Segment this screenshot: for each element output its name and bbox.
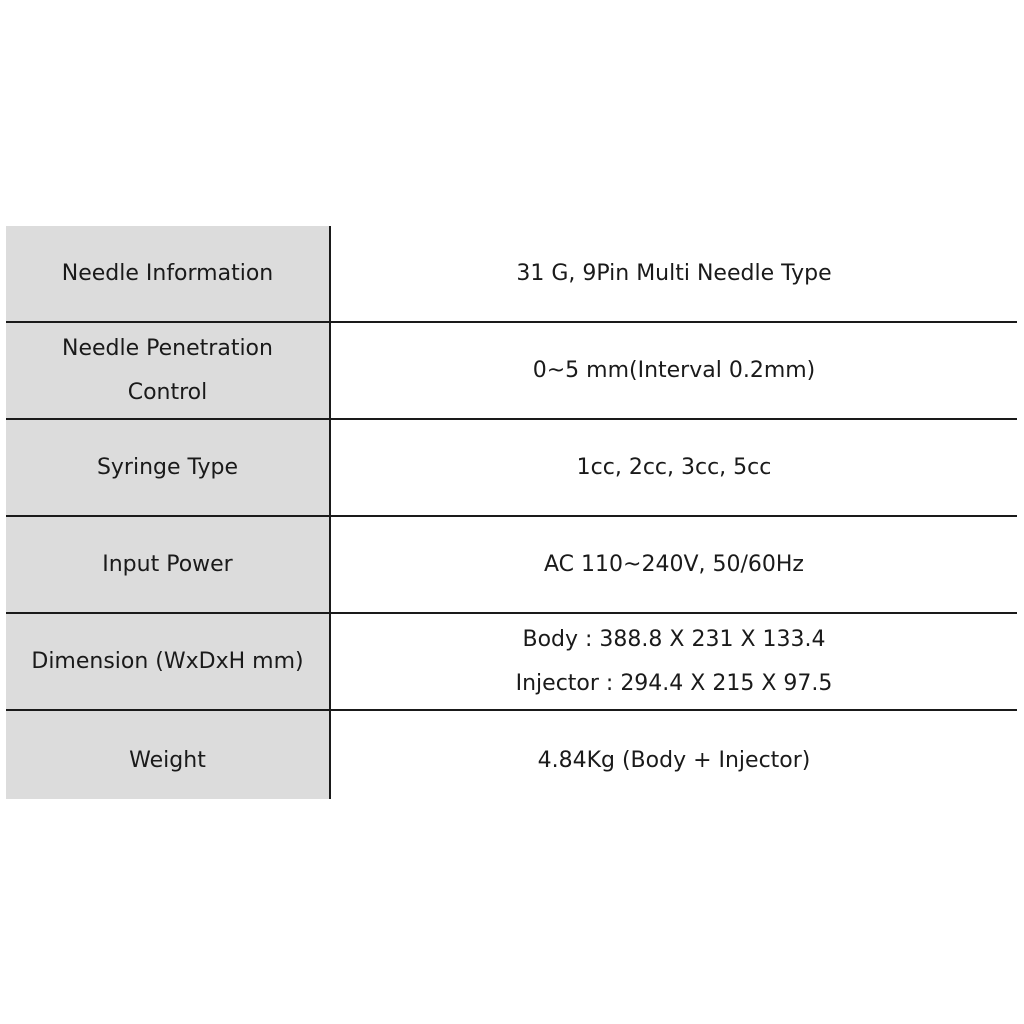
spec-label-text: Needle Information xyxy=(61,260,274,286)
spec-row-needle-information xyxy=(6,226,1017,323)
spec-row-needle-penetration-control xyxy=(6,323,1017,420)
spec-value-text: 0~5 mm(Interval 0.2mm) xyxy=(532,357,816,383)
spec-value-text: AC 110~240V, 50/60Hz xyxy=(544,551,804,577)
spec-value xyxy=(331,323,1017,418)
spec-label-text: Syringe Type xyxy=(96,454,239,480)
spec-label xyxy=(6,420,331,515)
spec-value-text: 1cc, 2cc, 3cc, 5cc xyxy=(576,454,772,480)
spec-row-syringe-type xyxy=(6,420,1017,517)
spec-value-text: 31 G, 9Pin Multi Needle Type xyxy=(516,260,832,286)
spec-label xyxy=(6,323,331,418)
spec-value-text: 4.84Kg (Body + Injector) xyxy=(537,748,811,773)
spec-value xyxy=(331,420,1017,515)
spec-label-text: Weight xyxy=(129,748,206,773)
spec-value xyxy=(331,614,1017,709)
spec-value-text: Body : 388.8 X 231 X 133.4 xyxy=(522,626,826,652)
spec-row-dimension xyxy=(6,614,1017,711)
spec-label xyxy=(6,517,331,612)
spec-value-text: Injector : 294.4 X 215 X 97.5 xyxy=(515,670,833,696)
spec-label-text: Input Power xyxy=(102,551,233,577)
spec-table xyxy=(6,226,1017,799)
spec-label-text: Control xyxy=(127,379,208,405)
spec-value xyxy=(331,517,1017,612)
spec-label xyxy=(6,711,331,799)
spec-value xyxy=(331,226,1017,321)
spec-value xyxy=(331,711,1017,799)
spec-row-input-power xyxy=(6,517,1017,614)
spec-label-text: Dimension (WxDxH mm) xyxy=(31,648,304,674)
spec-label xyxy=(6,226,331,321)
spec-label xyxy=(6,614,331,709)
spec-label-text: Needle Penetration xyxy=(62,335,273,361)
spec-row-weight xyxy=(6,711,1017,799)
